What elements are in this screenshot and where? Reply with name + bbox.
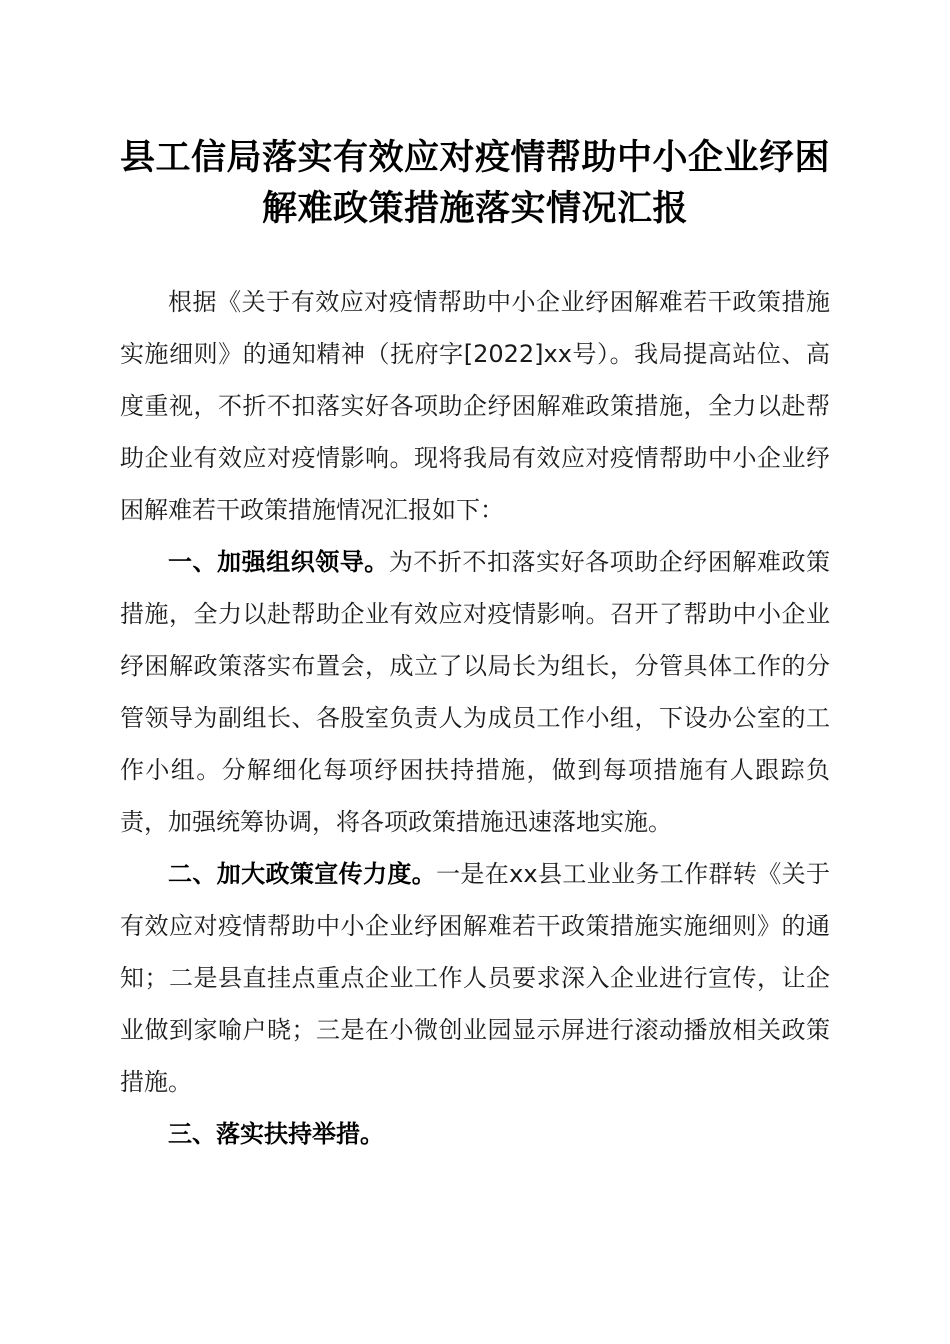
section-text-2: 一是在xx县工业业务工作群转《关于有效应对疫情帮助中小企业纾困解难若干政策措施实施细则》的通知；二是县直挂点重点企业工作人员要求深入企业进行宣传，让企业做到家喻户晓；三是在小微创业园显示屏进行滚动播放相关政策措施。 bbox=[120, 860, 831, 1096]
section-heading-3: 三、落实扶持举措。 bbox=[168, 1120, 384, 1148]
section-paragraph-1 bbox=[120, 536, 830, 848]
section-paragraph-3 bbox=[120, 1108, 830, 1160]
document-title bbox=[100, 132, 850, 234]
title-line-2: 解难政策措施落实情况汇报 bbox=[261, 188, 688, 229]
section-text-1: 为不折不扣落实好各项助企纾困解难政策措施，全力以赴帮助企业有效应对疫情影响。召开了帮助中小企业纾困解政策落实布置会，成立了以局长为组长，分管具体工作的分管领导为副组长、各股室负责人为成员工作小组，下设办公室的工作小组。分解细化每项纾困扶持措施，做到每项措施有人跟踪负责，加强统筹协调，将各项政策措施迅速落地实施。 bbox=[120, 548, 831, 836]
intro-paragraph: 根据《关于有效应对疫情帮助中小企业纾困解难若干政策措施实施细则》的通知精神（抚府字[2022]xx号）。我局提高站位、高度重视，不折不扣落实好各项助企纾困解难政策措施，全力以赴帮助企业有效应对疫情影响。现将我局有效应对疫情帮助中小企业纾困解难若干政策措施情况汇报如下： bbox=[120, 288, 830, 524]
section-paragraph-2 bbox=[120, 848, 830, 1108]
section-heading-2: 二、加大政策宣传力度。 bbox=[168, 860, 437, 888]
title-line-1: 县工信局落实有效应对疫情帮助中小企业纾困 bbox=[119, 137, 830, 178]
document-body bbox=[120, 276, 830, 1160]
section-heading-1: 一、加强组织领导。 bbox=[168, 548, 389, 576]
